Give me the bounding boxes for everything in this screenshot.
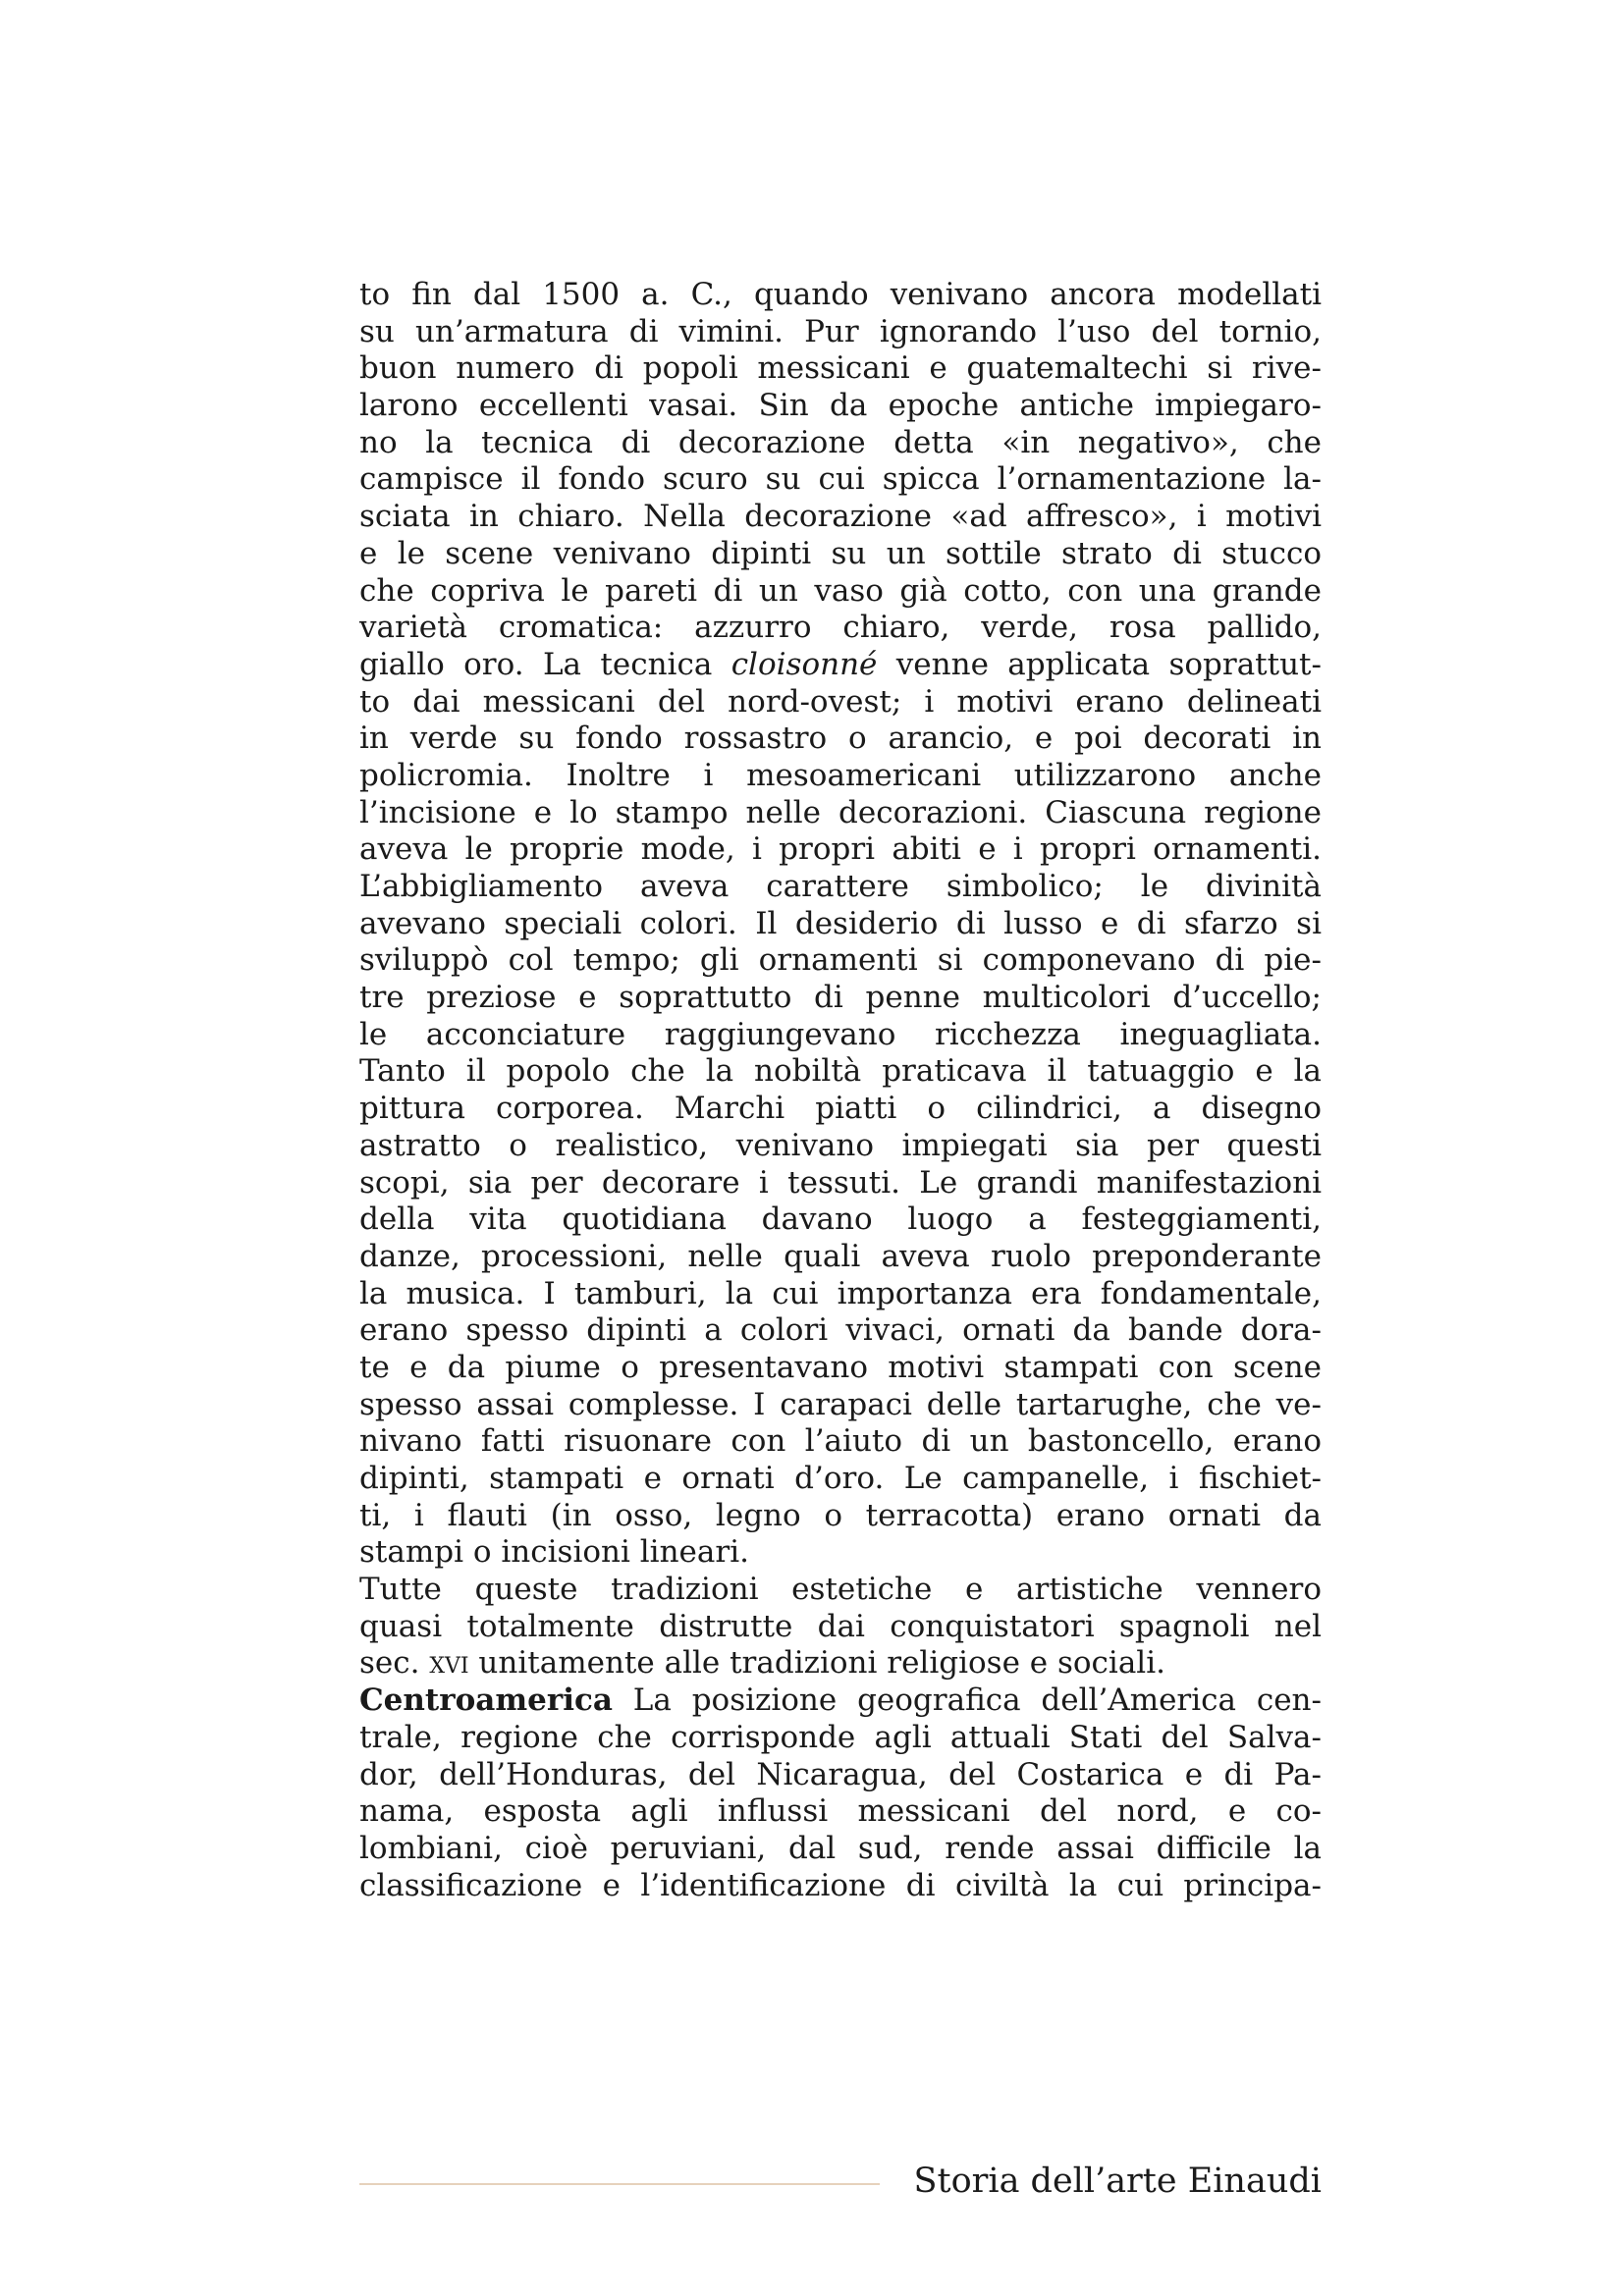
bold-term: Centroamerica xyxy=(359,1682,613,1719)
text-segment: varietà cromatica: azzurro chiaro, verde, rosa pallido, xyxy=(359,610,1322,646)
text-line xyxy=(359,425,1322,462)
text-segment: erano spesso dipinti a colori vivaci, ornati da bande dora- xyxy=(359,1312,1322,1349)
text-line xyxy=(359,1498,1322,1535)
text-line xyxy=(359,461,1322,499)
text-line xyxy=(359,1128,1322,1165)
text-line xyxy=(359,1312,1322,1350)
text-line xyxy=(359,536,1322,573)
text-segment: stampi o incisioni lineari. xyxy=(359,1534,749,1571)
text-line xyxy=(359,1091,1322,1128)
text-segment: trale, regione che corrisponde agli attuali Stati del Salva- xyxy=(359,1719,1322,1755)
text-line xyxy=(359,831,1322,869)
text-segment: della vita quotidiana davano luogo a festeggiamenti, xyxy=(359,1201,1322,1238)
text-line xyxy=(359,906,1322,943)
text-segment: avevano speciali colori. Il desiderio di lusso e di sfarzo si xyxy=(359,905,1322,941)
text-line xyxy=(359,1720,1322,1757)
text-line xyxy=(359,1757,1322,1794)
text-segment: le acconciature raggiungevano ricchezza ineguagliata. xyxy=(359,1016,1322,1052)
text-line xyxy=(359,647,1322,684)
text-line xyxy=(359,573,1322,611)
text-line xyxy=(359,1682,1322,1720)
text-line xyxy=(359,758,1322,795)
text-line xyxy=(359,1276,1322,1313)
text-segment: scopi, sia per decorare i tessuti. Le grandi manifestazioni xyxy=(359,1164,1322,1201)
body-text xyxy=(359,277,1322,1904)
text-segment: ti, i flauti (in osso, legno o terracotta) erano ornati da xyxy=(359,1497,1322,1533)
text-segment: Tutte queste tradizioni estetiche e artistiche vennero xyxy=(359,1572,1322,1608)
text-line xyxy=(359,1350,1322,1387)
text-segment: classificazione e l’identificazione di civiltà la cui principa- xyxy=(359,1867,1322,1903)
text-segment: te e da piume o presentavano motivi stampati con scene xyxy=(359,1349,1322,1385)
text-line xyxy=(359,1831,1322,1868)
text-segment: La posizione geografica dell’America cen- xyxy=(612,1682,1322,1719)
text-segment: to dai messicani del nord-ovest; i motivi erano delineati xyxy=(359,683,1322,720)
text-line xyxy=(359,721,1322,758)
text-line xyxy=(359,1645,1322,1682)
text-line xyxy=(359,1201,1322,1239)
text-segment: policromia. Inoltre i mesoamericani utilizzarono anche xyxy=(359,757,1322,793)
text-line xyxy=(359,314,1322,351)
text-segment: sciata in chiaro. Nella decorazione «ad affresco», i motivi xyxy=(359,499,1322,535)
text-segment: e le scene venivano dipinti su un sottile strato di stucco xyxy=(359,535,1322,571)
text-segment: buon numero di popoli messicani e guatemaltechi si rive- xyxy=(359,350,1322,387)
text-segment: astratto o realistico, venivano impiegati sia per questi xyxy=(359,1127,1322,1163)
text-segment: to fin dal 1500 a. C., quando venivano ancora modellati xyxy=(359,277,1322,312)
text-segment: giallo oro. La tecnica xyxy=(359,646,731,682)
text-line xyxy=(359,1053,1322,1091)
text-segment: l’incisione e lo stampo nelle decorazioni. Ciascuna regione xyxy=(359,794,1322,830)
text-line xyxy=(359,980,1322,1017)
text-line xyxy=(359,1017,1322,1054)
text-line xyxy=(359,499,1322,536)
text-segment: unitamente alle tradizioni religiose e sociali. xyxy=(468,1645,1165,1682)
smallcaps-term: xvi xyxy=(429,1645,469,1682)
text-line xyxy=(359,1387,1322,1424)
text-segment: dor, dell’Honduras, del Nicaragua, del Costarica e di Pa- xyxy=(359,1756,1322,1792)
text-line xyxy=(359,1793,1322,1831)
text-line xyxy=(359,942,1322,980)
page-footer xyxy=(359,2160,1322,2209)
text-segment: no la tecnica di decorazione detta «in negativo», che xyxy=(359,424,1322,460)
text-segment: lombiani, cioè peruviani, dal sud, rende assai difficile la xyxy=(359,1830,1322,1866)
text-line xyxy=(359,869,1322,906)
text-segment: su un’armatura di vimini. Pur ignorando l’uso del tornio, xyxy=(359,313,1322,349)
text-line xyxy=(359,1165,1322,1202)
text-segment: campisce il fondo scuro su cui spicca l’ornamentazione la- xyxy=(359,461,1322,498)
text-segment: dipinti, stampati e ornati d’oro. Le campanelle, i fischiet- xyxy=(359,1461,1322,1496)
text-line xyxy=(359,277,1322,314)
text-line xyxy=(359,684,1322,721)
text-line xyxy=(359,1461,1322,1498)
text-segment: nama, esposta agli influssi messicani del nord, e co- xyxy=(359,1793,1322,1830)
italic-term: cloisonné xyxy=(730,646,878,682)
text-line xyxy=(359,350,1322,388)
text-segment: sviluppò col tempo; gli ornamenti si componevano di pie- xyxy=(359,942,1322,979)
text-segment: nivano fatti risuonare con l’aiuto di un bastoncello, erano xyxy=(359,1423,1322,1460)
text-line xyxy=(359,795,1322,832)
text-segment: venne applicata soprattut- xyxy=(877,646,1322,682)
text-segment: quasi totalmente distrutte dai conquistatori spagnoli nel xyxy=(359,1608,1322,1644)
text-segment: aveva le proprie mode, i propri abiti e i propri ornamenti. xyxy=(359,831,1322,868)
text-segment: danze, processioni, nelle quali aveva ruolo preponderante xyxy=(359,1238,1322,1274)
text-segment: L’abbigliamento aveva carattere simbolico; le divinità xyxy=(359,869,1322,904)
text-segment: in verde su fondo rossastro o arancio, e poi decorati in xyxy=(359,721,1322,757)
text-line xyxy=(359,388,1322,425)
text-segment: tre preziose e soprattutto di penne multicolori d’uccello; xyxy=(359,980,1322,1016)
text-segment: larono eccellenti vasai. Sin da epoche antiche impiegaro- xyxy=(359,388,1322,424)
text-line xyxy=(359,1868,1322,1905)
text-segment: che copriva le pareti di un vaso già cotto, con una grande xyxy=(359,572,1322,609)
text-segment: sec. xyxy=(359,1645,430,1682)
footer-title: Storia dell’arte Einaudi xyxy=(913,2162,1322,2201)
text-segment: Tanto il popolo che la nobiltà praticava il tatuaggio e la xyxy=(359,1053,1322,1090)
text-line xyxy=(359,610,1322,647)
text-line xyxy=(359,1534,1322,1572)
text-segment: la musica. I tamburi, la cui importanza era fondamentale, xyxy=(359,1275,1322,1311)
text-line xyxy=(359,1609,1322,1646)
footer-rule xyxy=(359,2183,880,2185)
text-segment: pittura corporea. Marchi piatti o cilindrici, a disegno xyxy=(359,1091,1322,1127)
text-line xyxy=(359,1572,1322,1609)
text-line xyxy=(359,1423,1322,1461)
text-segment: spesso assai complesse. I carapaci delle tartarughe, che ve- xyxy=(359,1386,1322,1422)
text-line xyxy=(359,1239,1322,1276)
